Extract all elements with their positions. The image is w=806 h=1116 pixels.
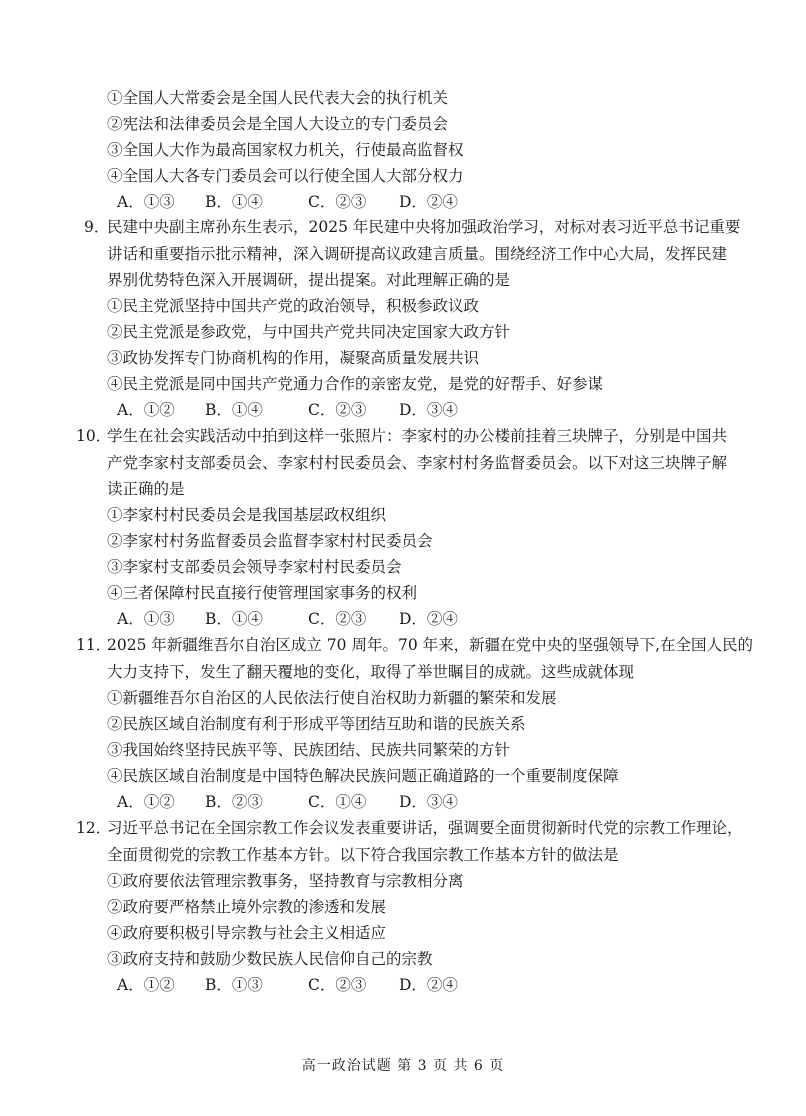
question-number-11: 11． — [76, 636, 112, 654]
statement-10-3: ③李家村支部委员会领导李家村村民委员会 — [107, 558, 402, 576]
choice-a: A．①③ — [117, 193, 175, 211]
statement-12-1: ①政府要依法管理宗教事务，坚持教育与宗教相分离 — [107, 872, 464, 890]
choice-d: D．②④ — [399, 610, 458, 628]
statement-9-2: ②民主党派是参政党，与中国共产党共同决定国家大政方针 — [107, 323, 511, 341]
q12-stem-2: 全面贯彻党的宗教工作基本方针。以下符合我国宗教工作基本方针的做法是 — [107, 846, 619, 864]
statement-10-1: ①李家村村民委员会是我国基层政权组织 — [107, 506, 387, 524]
q10-stem-3: 读正确的是 — [107, 480, 185, 498]
choice-d: D．③④ — [399, 793, 458, 811]
q9-stem-3: 界别优势特色深入开展调研，提出提案。对此理解正确的是 — [107, 271, 511, 289]
q9-stem-2: 讲话和重要指示批示精神，深入调研提高议政建言质量。围绕经济工作中心大局，发挥民建 — [107, 245, 728, 263]
choice-c: C．②③ — [308, 401, 367, 419]
statement-8-1: ①全国人大常委会是全国人民代表大会的执行机关 — [107, 89, 449, 107]
choice-c: C．②③ — [308, 976, 367, 994]
statement-8-4: ④全国人大各专门委员会可以行使全国人大部分权力 — [107, 167, 464, 185]
question-number-12: 12． — [76, 819, 112, 837]
choice-d: D．②④ — [399, 193, 458, 211]
choice-a: A．①② — [117, 401, 175, 419]
choice-c: C．②③ — [308, 193, 367, 211]
q12-stem-1: 习近平总书记在全国宗教工作会议发表重要讲话，强调要全面贯彻新时代党的宗教工作理论， — [107, 819, 743, 837]
choice-d: D．③④ — [399, 401, 458, 419]
question-number-10: 10． — [76, 427, 112, 445]
q11-stem-2: 大力支持下，发生了翻天覆地的变化，取得了举世瞩目的成就。这些成就体现 — [107, 663, 635, 681]
page-footer: 高一政治试题 第 3 页 共 6 页 — [301, 1058, 505, 1074]
q10-stem-1: 学生在社会实践活动中拍到这样一张照片：李家村的办公楼前挂着三块牌子，分别是中国共 — [107, 427, 728, 445]
statement-9-3: ③政协发挥专门协商机构的作用，凝聚高质量发展共识 — [107, 349, 480, 367]
choice-b: B．①④ — [205, 193, 263, 211]
statement-11-2: ②民族区域自治制度有利于形成平等团结互助和谐的民族关系 — [107, 715, 526, 733]
choice-a: A．①② — [117, 793, 175, 811]
statement-8-3: ③全国人大作为最高国家权力机关，行使最高监督权 — [107, 141, 464, 159]
statement-11-1: ①新疆维吾尔自治区的人民依法行使自治权助力新疆的繁荣和发展 — [107, 689, 557, 707]
statement-9-4: ④民主党派是同中国共产党通力合作的亲密友党，是党的好帮手、好参谋 — [107, 375, 604, 393]
choice-c: C．②③ — [308, 610, 367, 628]
statement-11-4: ④民族区域自治制度是中国特色解决民族问题正确道路的一个重要制度保障 — [107, 767, 619, 785]
q10-stem-2: 产党李家村支部委员会、李家村村民委员会、李家村村务监督委员会。以下对这三块牌子解 — [107, 454, 728, 472]
statement-10-4: ④三者保障村民直接行使管理国家事务的权利 — [107, 584, 418, 602]
statement-9-1: ①民主党派坚持中国共产党的政治领导，积极参政议政 — [107, 297, 480, 315]
choice-b: B．①④ — [205, 401, 263, 419]
statement-10-2: ②李家村村务监督委员会监督李家村村民委员会 — [107, 532, 433, 550]
statement-12-2: ②政府要严格禁止境外宗教的渗透和发展 — [107, 898, 387, 916]
choice-a: A．①③ — [117, 610, 175, 628]
choice-b: B．①④ — [205, 610, 263, 628]
choice-a: A．①② — [117, 976, 175, 994]
choice-d: D．②④ — [399, 976, 458, 994]
statement-11-3: ③我国始终坚持民族平等、民族团结、民族共同繁荣的方针 — [107, 741, 511, 759]
statement-12-4: ③政府支持和鼓励少数民族人民信仰自己的宗教 — [107, 950, 433, 968]
choice-c: C．①④ — [308, 793, 367, 811]
statement-8-2: ②宪法和法律委员会是全国人大设立的专门委员会 — [107, 115, 449, 133]
statement-12-3: ④政府要积极引导宗教与社会主义相适应 — [107, 924, 387, 942]
question-number-9: 9． — [84, 218, 110, 236]
choice-b: B．②③ — [205, 793, 263, 811]
choice-b: B．①③ — [205, 976, 263, 994]
q11-stem-1: 2025 年新疆维吾尔自治区成立 70 周年。70 年来，新疆在党中央的坚强领导下,在全国人民的 — [107, 636, 754, 654]
q9-stem-1: 民建中央副主席孙东生表示，2025 年民建中央将加强政治学习，对标对表习近平总书记重要 — [107, 218, 741, 236]
